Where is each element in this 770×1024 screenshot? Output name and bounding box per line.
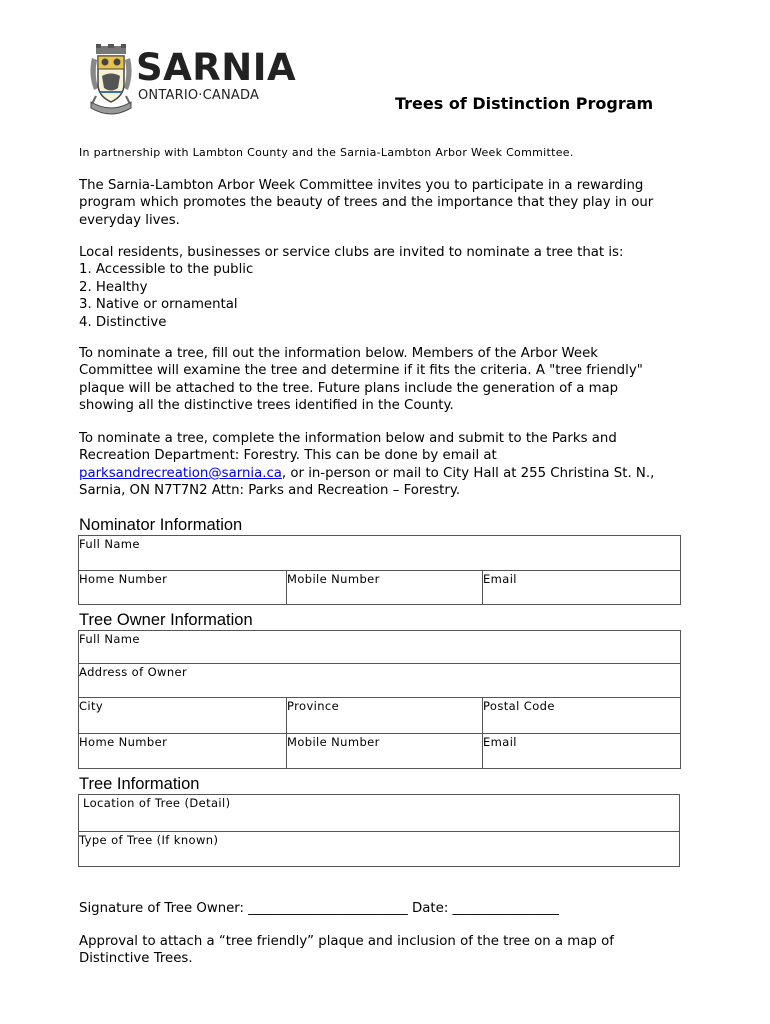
process-paragraph — [79, 345, 689, 415]
owner-heading: Tree Owner Information — [79, 611, 253, 629]
owner-signature-field[interactable]: Signature of Tree Owner: ________________________ — [79, 901, 408, 916]
text-line: program which promotes the beauty of trees and the importance that they play in our — [79, 195, 654, 211]
criteria-lead: Local residents, businesses or service clubs are invited to nominate a tree that is: — [79, 245, 624, 260]
text-line: Committee will examine the tree and determine if it fits the criteria. A "tree friendly" — [79, 363, 643, 379]
owner-full-name-field[interactable]: Full Name — [79, 631, 681, 664]
owner-city-field[interactable]: City — [79, 698, 287, 734]
text-line: plaque will be attached to the tree. Future plans include the generation of a map — [79, 380, 619, 396]
nominator-home-number-field[interactable]: Home Number — [79, 571, 287, 605]
text-line: everyday lives. — [79, 212, 180, 228]
text-line: Sarnia, ON N7T7N2 Attn: Parks and Recreation – Forestry. — [79, 483, 461, 499]
email-link[interactable]: parksandrecreation@sarnia.ca — [79, 465, 282, 481]
nominator-heading: Nominator Information — [79, 516, 243, 534]
owner-home-number-field[interactable]: Home Number — [79, 734, 287, 769]
criteria-paragraph — [79, 244, 689, 331]
text-line: Recreation Department: Forestry. This can be done by email at — [79, 448, 497, 464]
text-line — [79, 465, 689, 482]
date-field[interactable]: Date: ________________ — [412, 901, 559, 916]
nominator-mobile-number-field[interactable]: Mobile Number — [287, 571, 483, 605]
invitation-paragraph — [79, 177, 689, 229]
signature-line — [79, 900, 559, 917]
criteria-item: 2. Healthy — [79, 279, 148, 295]
tree-type-field[interactable]: Type of Tree (If known) — [79, 832, 680, 867]
nominator-table — [78, 535, 681, 605]
logo-wordmark: SARNIA — [136, 46, 297, 89]
logo-subtitle: ONTARIO·CANADA — [138, 88, 260, 103]
text-line: Approval to attach a “tree friendly” plaque and inclusion of the tree on a map of — [79, 934, 614, 949]
approval-paragraph — [79, 933, 689, 968]
nominator-email-field[interactable]: Email — [483, 571, 681, 605]
criteria-item: 4. Distinctive — [79, 314, 167, 330]
owner-province-field[interactable]: Province — [287, 698, 483, 734]
page-title: Trees of Distinction Program — [395, 94, 654, 113]
owner-address-field[interactable]: Address of Owner — [79, 664, 681, 698]
partnership-note: In partnership with Lambton County and the Sarnia-Lambton Arbor Week Committee. — [79, 146, 574, 159]
text-line: showing all the distinctive trees identified in the County. — [79, 398, 454, 414]
text-line: The Sarnia-Lambton Arbor Week Committee invites you to participate in a rewarding — [79, 178, 644, 193]
owner-postal-code-field[interactable]: Postal Code — [483, 698, 681, 734]
text-line: To nominate a tree, complete the information below and submit to the Parks and — [79, 431, 617, 446]
criteria-item: 1. Accessible to the public — [79, 262, 254, 278]
address-text: , or in-person or mail to City Hall at 255 Christina St. N., — [281, 465, 655, 481]
nominator-full-name-field[interactable]: Full Name — [79, 536, 681, 571]
tree-heading: Tree Information — [79, 775, 200, 793]
owner-table — [78, 630, 681, 769]
text-line: To nominate a tree, fill out the information below. Members of the Arbor Week — [79, 346, 598, 361]
tree-location-field[interactable]: Location of Tree (Detail) — [79, 795, 680, 832]
criteria-item: 3. Native or ornamental — [79, 297, 238, 313]
owner-mobile-number-field[interactable]: Mobile Number — [287, 734, 483, 769]
text-line: Distinctive Trees. — [79, 951, 193, 967]
owner-email-field[interactable]: Email — [483, 734, 681, 769]
tree-table — [78, 794, 680, 867]
sarnia-logo — [88, 44, 297, 122]
sarnia-coat-of-arms-icon — [88, 44, 134, 122]
submission-paragraph — [79, 430, 689, 500]
